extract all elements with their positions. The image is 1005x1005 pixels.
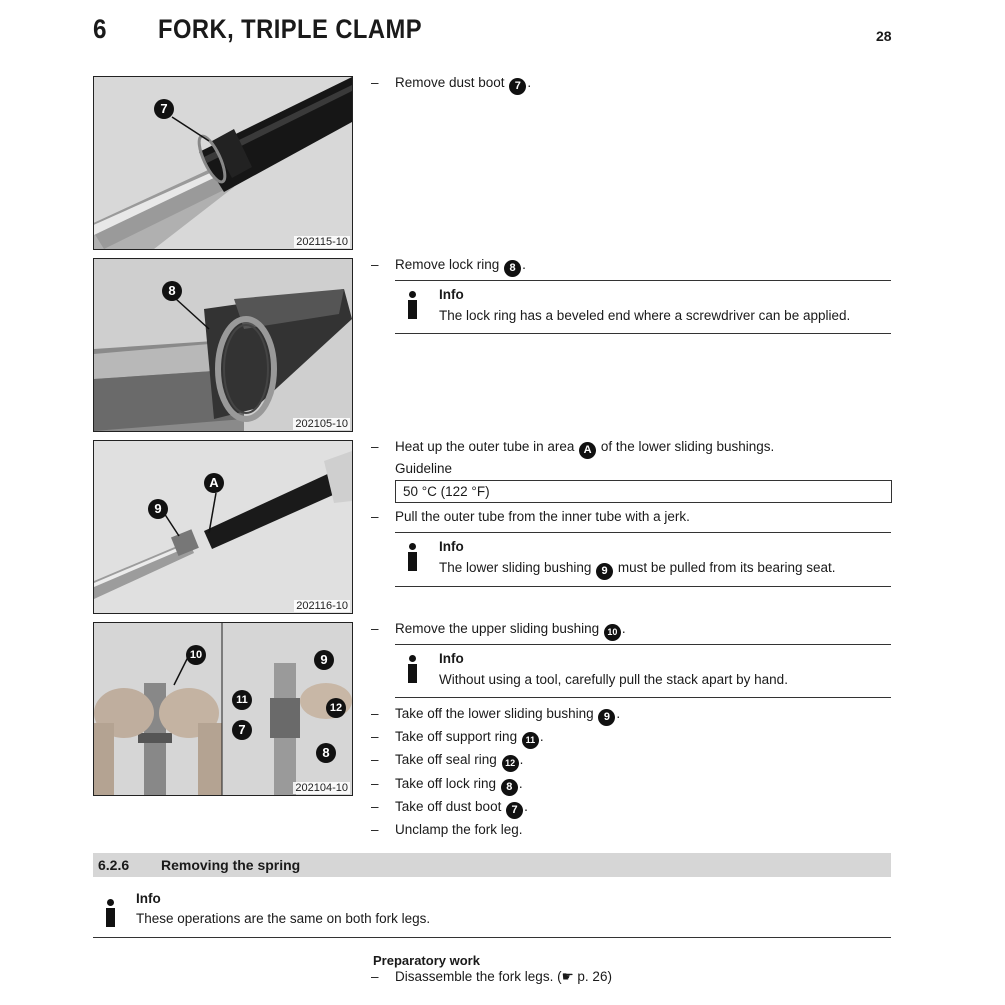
ref-A: A [579, 442, 596, 459]
preparatory-work-title: Preparatory work [373, 953, 480, 968]
photo-outer-tube [93, 440, 353, 614]
callout-11: 11 [232, 690, 252, 710]
section-header [93, 853, 891, 877]
photo-code: 202105-10 [295, 418, 348, 430]
info-text: These operations are the same on both fork legs. [136, 911, 431, 926]
callout-9: 9 [314, 650, 334, 670]
info-box-lower-bushing [395, 532, 891, 587]
callout-9: 9 [148, 499, 168, 519]
callout-8: 8 [316, 743, 336, 763]
photo-sliding-bushing [93, 622, 353, 796]
photo-lock-ring [93, 258, 353, 432]
guideline-value-box [395, 480, 892, 503]
guideline-value: 50 °C (122 °F) [403, 484, 490, 499]
photo-lock-ring-illustration [94, 259, 352, 431]
section-number: 6.2.6 [98, 857, 130, 873]
page-number: 28 [876, 28, 892, 44]
photo-code: 202104-10 [295, 782, 348, 794]
info-icon [103, 899, 117, 929]
info-icon [405, 655, 419, 685]
ref-9: 9 [596, 563, 613, 580]
photo-dust-boot-illustration [94, 77, 352, 249]
photo-outer-tube-illustration [94, 441, 352, 613]
guideline-label: Guideline [395, 461, 453, 476]
section-title: Removing the spring [161, 857, 301, 873]
info-title: Info [439, 539, 464, 554]
chapter-number: 6 [93, 14, 107, 44]
info-box-both-legs [93, 887, 891, 938]
callout-7: 7 [232, 720, 252, 740]
info-icon [405, 291, 419, 321]
ref-10: 10 [604, 624, 621, 641]
pointing-hand-icon: ☛ [561, 969, 574, 984]
photo-sliding-bushing-illustration [94, 623, 352, 795]
info-text: The lock ring has a beveled end where a screwdriver can be applied. [439, 308, 851, 323]
ref-8: 8 [501, 779, 518, 796]
callout-A: A [204, 473, 224, 493]
info-title: Info [136, 891, 161, 906]
info-icon [405, 543, 419, 573]
page-reference-link[interactable]: p. 26) [573, 969, 612, 984]
photo-code: 202115-10 [296, 236, 348, 248]
info-title: Info [439, 287, 464, 302]
ref-7: 7 [506, 802, 523, 819]
info-text: The lower sliding bushing 9 must be pulled from its bearing seat. [439, 560, 835, 580]
callout-12: 12 [326, 698, 346, 718]
callout-7: 7 [154, 99, 174, 119]
ref-11: 11 [522, 732, 539, 749]
chapter-title: FORK, TRIPLE CLAMP [158, 14, 422, 44]
callout-8: 8 [162, 281, 182, 301]
info-box-lock-ring [395, 280, 891, 334]
info-box-pull-stack [395, 644, 891, 698]
ref-12: 12 [502, 755, 519, 772]
info-title: Info [439, 651, 464, 666]
info-text: Without using a tool, carefully pull the stack apart by hand. [439, 672, 788, 687]
ref-7: 7 [509, 78, 526, 95]
callout-10: 10 [186, 645, 206, 665]
photo-dust-boot [93, 76, 353, 250]
photo-code: 202116-10 [296, 600, 348, 612]
ref-8: 8 [504, 260, 521, 277]
ref-9: 9 [598, 709, 615, 726]
